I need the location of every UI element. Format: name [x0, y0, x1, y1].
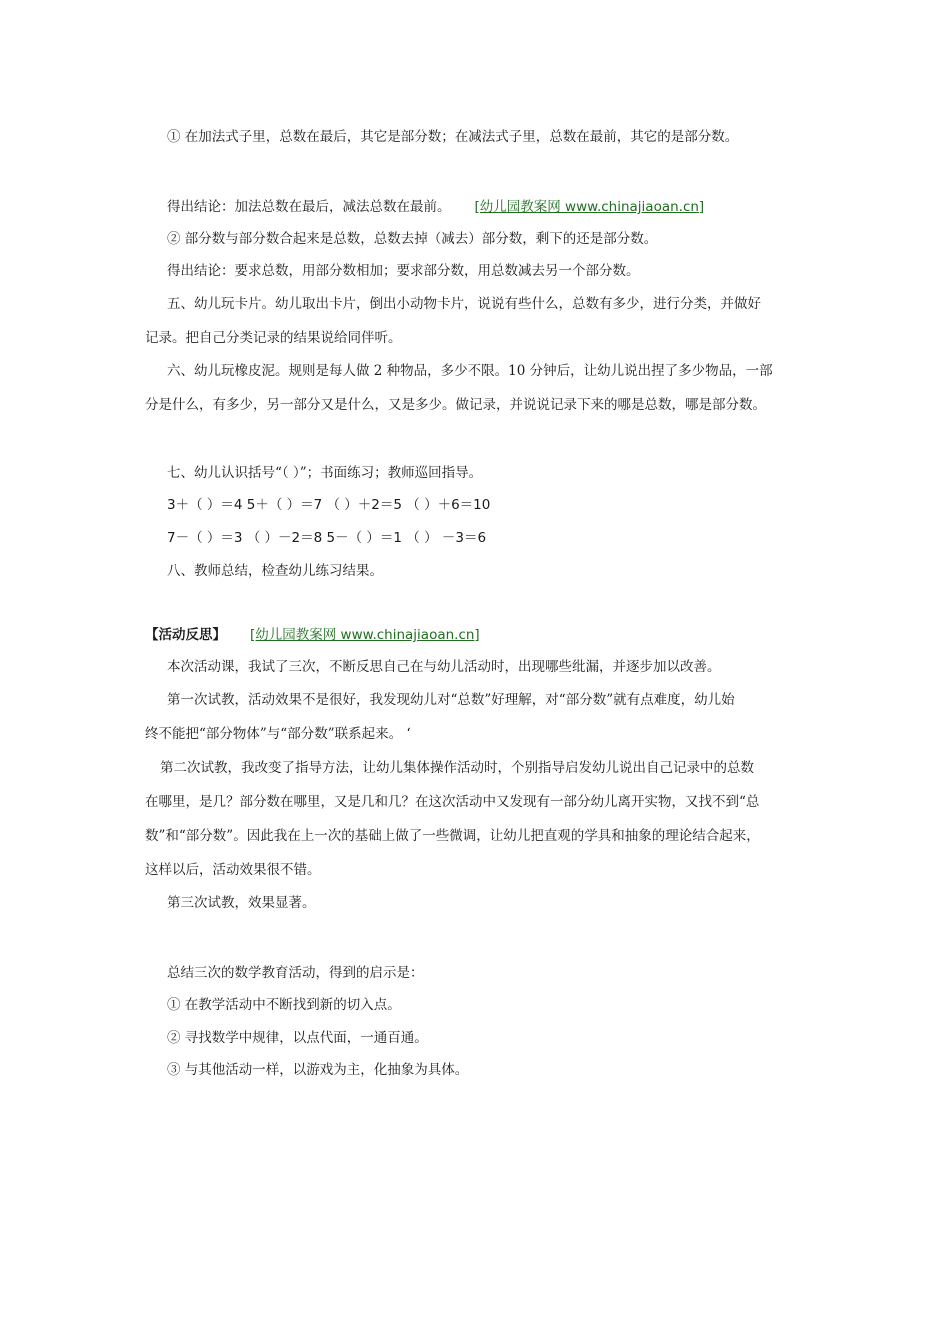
paragraph-line: 第一次试教，活动效果不是很好，我发现幼儿对“总数”好理解，对“部分数”就有点难度，幼儿始: [167, 692, 735, 708]
site-link[interactable]: [幼儿园教案网 www.chinajiaoan.cn]: [474, 199, 705, 215]
paragraph-line: 数”和“部分数”。因此我在上一次的基础上做了一些微调，让幼儿把直观的学具和抽象的理论结合起来，: [145, 828, 760, 844]
exercise-line: 7－（ ）＝3 （ ）－2＝8 5－（ ）＝1 （ ） －3＝6: [167, 530, 487, 546]
paragraph-line: 本次活动课，我试了三次，不断反思自己在与幼儿活动时，出现哪些纰漏，并逐步加以改善。: [167, 659, 721, 675]
conclusion-text: 得出结论：加法总数在最后，减法总数在最前。: [167, 199, 451, 215]
paragraph-line: 记录。把自己分类记录的结果说给同伴听。: [145, 330, 402, 346]
paragraph-line: ① 在加法式子里，总数在最后，其它是部分数；在减法式子里，总数在最前，其它的是部分数。: [167, 129, 739, 145]
paragraph-line: 终不能把“部分物体”与“部分数”联系起来。 ‘: [145, 726, 411, 742]
section-heading: 【活动反思】: [145, 627, 226, 643]
paragraph-line: 分是什么，有多少，另一部分又是什么，又是多少。做记录，并说说记录下来的哪是总数，哪是部分数。: [145, 397, 766, 413]
paragraph-line: 在哪里，是几？部分数在哪里，又是几和几？在这次活动中又发现有一部分幼儿离开实物，又找不到“总: [145, 794, 760, 810]
paragraph-line: 得出结论：要求总数，用部分数相加；要求部分数，用总数减去另一个部分数。: [167, 263, 640, 279]
paragraph-line: 五、幼儿玩卡片。幼儿取出卡片，倒出小动物卡片，说说有些什么，总数有多少，进行分类，并做好: [167, 296, 761, 312]
list-item: ① 在教学活动中不断找到新的切入点。: [167, 997, 401, 1013]
paragraph-line: 第三次试教，效果显著。: [167, 895, 316, 911]
list-item: ② 寻找数学中规律，以点代面，一通百通。: [167, 1030, 428, 1046]
paragraph-line: 七、幼儿认识括号“（ ）”；书面练习；教师巡回指导。: [167, 465, 483, 481]
paragraph-line: 第二次试教，我改变了指导方法，让幼儿集体操作活动时，个别指导启发幼儿说出自己记录中的总数: [160, 760, 754, 776]
conclusion-line: [167, 198, 704, 216]
paragraph-line: 总结三次的数学教育活动，得到的启示是：: [167, 965, 424, 981]
site-link[interactable]: [幼儿园教案网 www.chinajiaoan.cn]: [250, 627, 480, 643]
paragraph-line: ② 部分数与部分数合起来是总数，总数去掉（减去）部分数，剩下的还是部分数。: [167, 231, 658, 247]
paragraph-line: 八、教师总结，检查幼儿练习结果。: [167, 563, 383, 579]
paragraph-line: 这样以后，活动效果很不错。: [145, 862, 321, 878]
paragraph-line: 六、幼儿玩橡皮泥。规则是每人做 2 种物品，多少不限。10 分钟后，让幼儿说出捏了多少物品，一部: [167, 363, 773, 379]
section-heading-line: [145, 626, 480, 644]
exercise-line: 3＋（ ）＝4 5＋（ ）＝7 （ ）＋2＝5 （ ）＋6＝10: [167, 497, 491, 513]
list-item: ③ 与其他活动一样，以游戏为主，化抽象为具体。: [167, 1062, 469, 1078]
